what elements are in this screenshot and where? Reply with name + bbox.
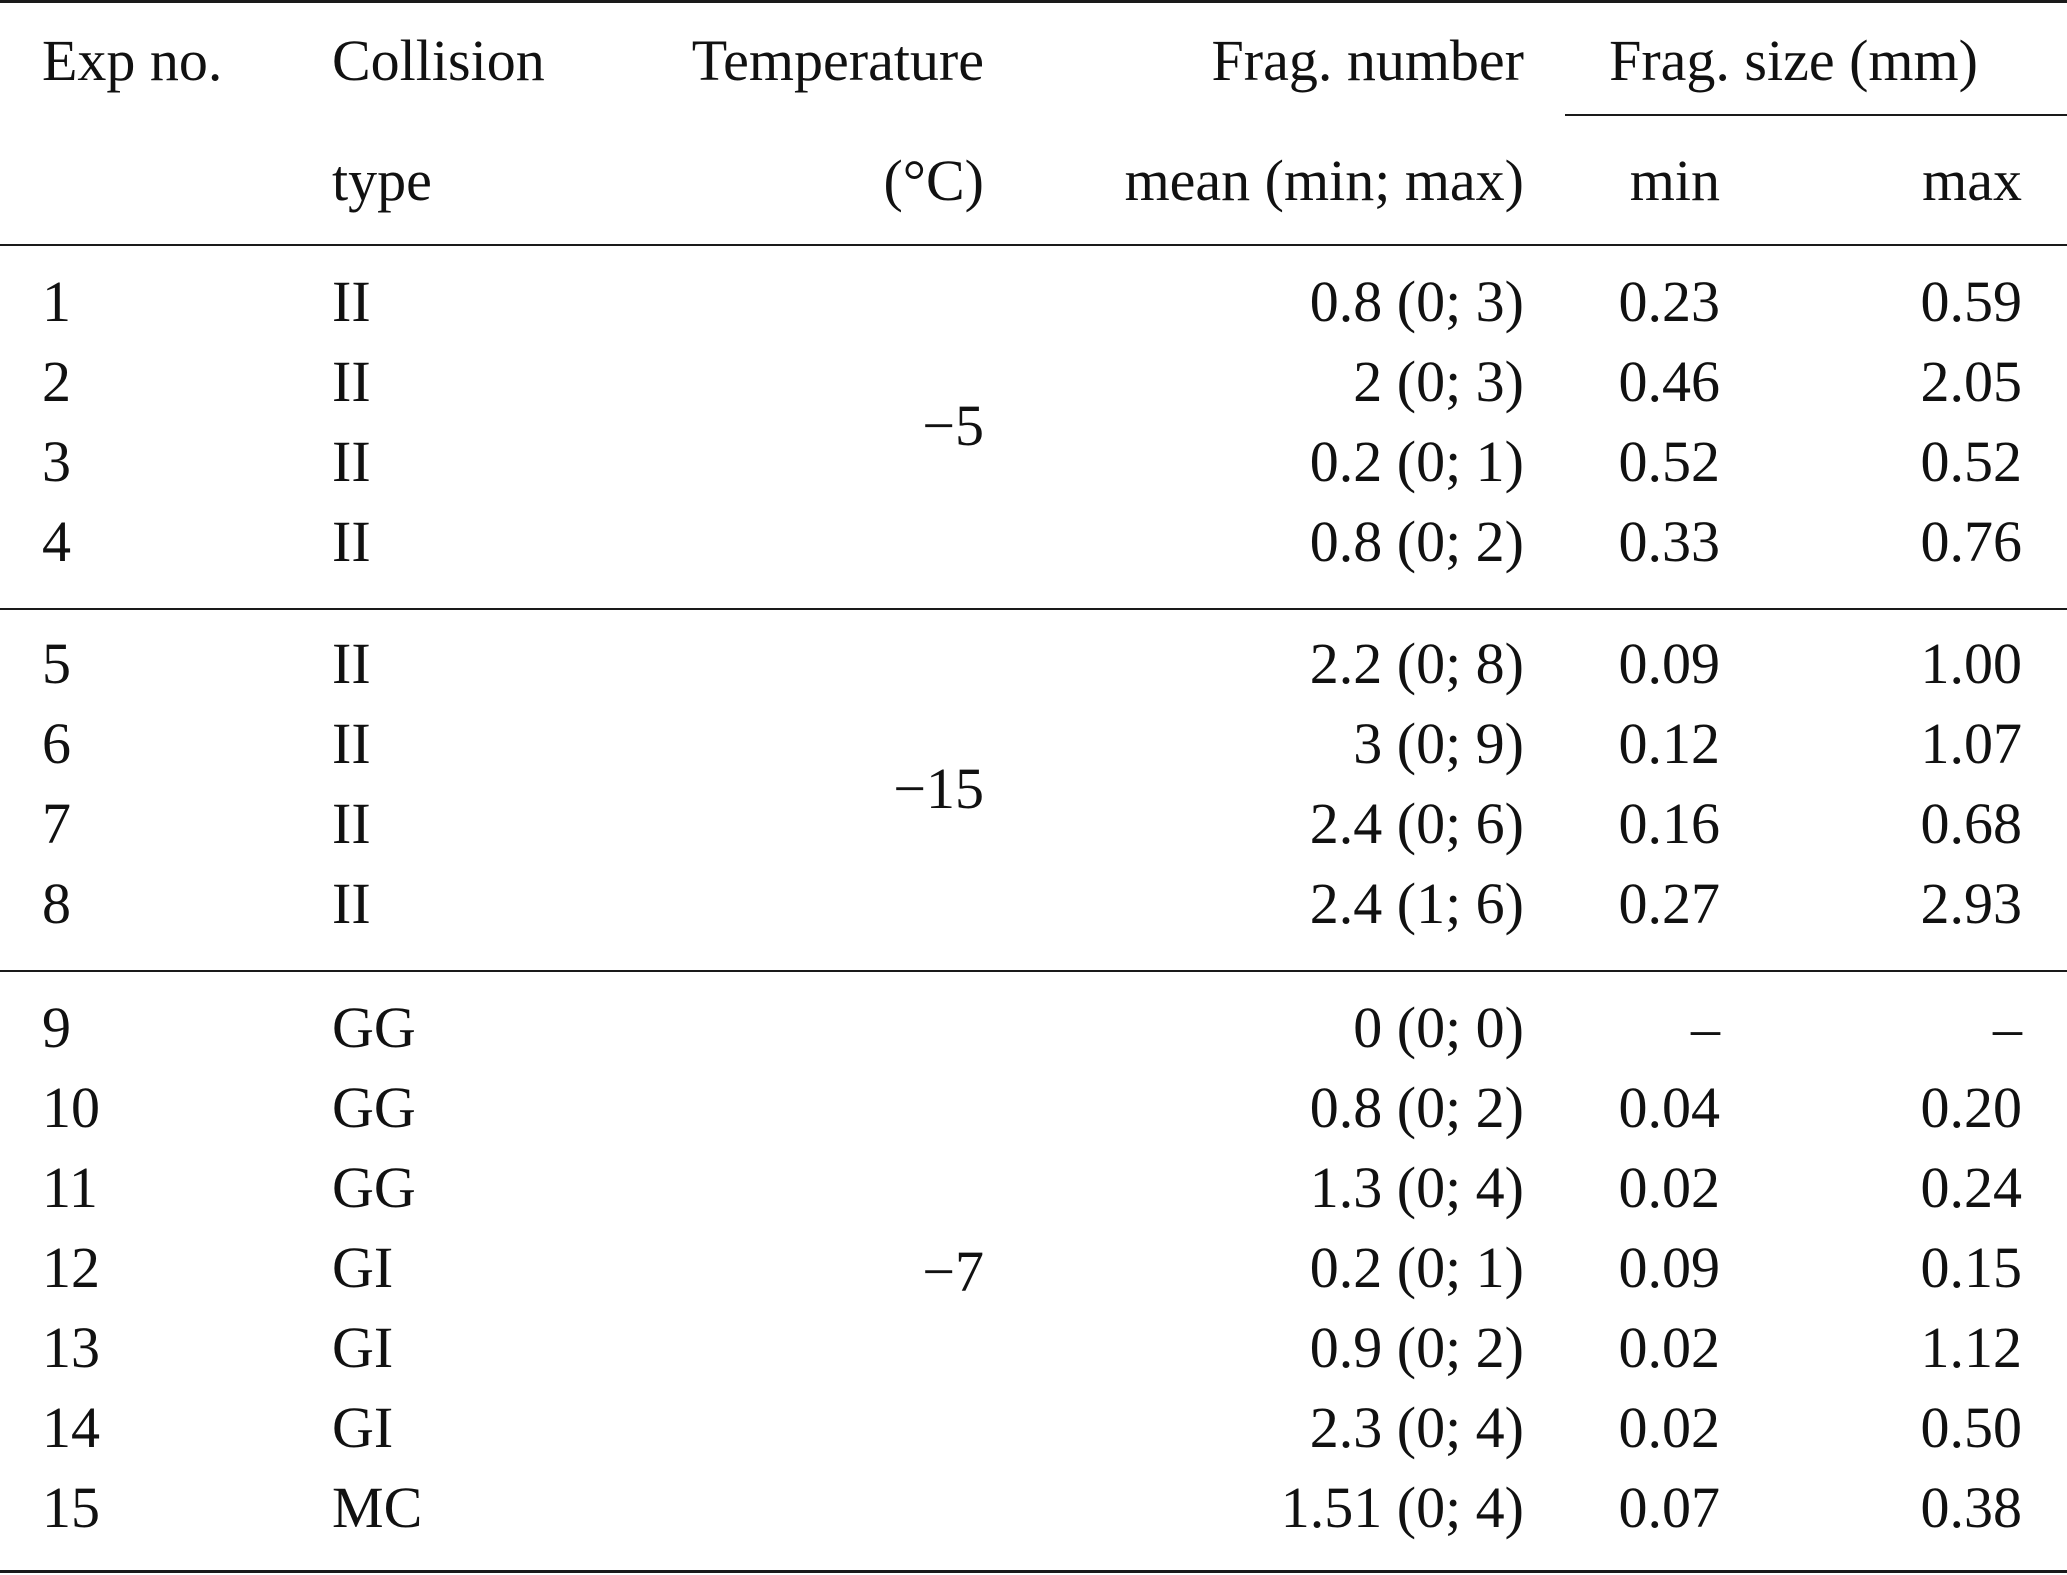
frag-size-max-cell: 1.00 bbox=[1920, 631, 2022, 696]
exp-number-cell: 8 bbox=[42, 871, 71, 936]
frag-size-min-cell: 0.02 bbox=[1618, 1155, 1720, 1220]
frag-size-min-cell: 0.16 bbox=[1618, 791, 1720, 856]
frag-number-cell: 0.9 (0; 2) bbox=[1309, 1315, 1524, 1380]
exp-number-cell: 3 bbox=[42, 429, 71, 494]
header-temperature-unit: (°C) bbox=[883, 148, 984, 213]
collision-type-cell: II bbox=[332, 791, 371, 856]
bottom-rule bbox=[0, 1570, 2067, 1573]
exp-number-cell: 13 bbox=[42, 1315, 100, 1380]
frag-number-cell: 0.8 (0; 3) bbox=[1309, 269, 1524, 334]
header-max: max bbox=[1922, 148, 2022, 213]
frag-number-cell: 2.3 (0; 4) bbox=[1309, 1395, 1524, 1460]
frag-size-max-cell: 0.24 bbox=[1920, 1155, 2022, 1220]
collision-type-cell: GG bbox=[332, 1155, 416, 1220]
exp-number-cell: 11 bbox=[42, 1155, 98, 1220]
frag-size-max-cell: – bbox=[1993, 995, 2022, 1060]
collision-type-cell: GG bbox=[332, 1075, 416, 1140]
header-collision: Collision bbox=[332, 28, 545, 93]
frag-number-cell: 0 (0; 0) bbox=[1353, 995, 1524, 1060]
exp-number-cell: 10 bbox=[42, 1075, 100, 1140]
frag-number-cell: 0.8 (0; 2) bbox=[1309, 1075, 1524, 1140]
frag-size-max-cell: 0.59 bbox=[1920, 269, 2022, 334]
frag-number-cell: 3 (0; 9) bbox=[1353, 711, 1524, 776]
frag-size-min-cell: 0.33 bbox=[1618, 509, 1720, 574]
header-temperature: Temperature bbox=[691, 28, 984, 93]
frag-number-cell: 2 (0; 3) bbox=[1353, 349, 1524, 414]
frag-size-max-cell: 0.50 bbox=[1920, 1395, 2022, 1460]
collision-type-cell: II bbox=[332, 269, 371, 334]
header-min: min bbox=[1629, 148, 1720, 213]
frag-size-max-cell: 1.12 bbox=[1920, 1315, 2022, 1380]
group-divider bbox=[0, 608, 2067, 610]
frag-number-cell: 0.2 (0; 1) bbox=[1309, 429, 1524, 494]
collision-type-cell: II bbox=[332, 711, 371, 776]
frag-number-cell: 1.51 (0; 4) bbox=[1280, 1475, 1524, 1540]
frag-number-cell: 1.3 (0; 4) bbox=[1309, 1155, 1524, 1220]
header-exp-no: Exp no. bbox=[42, 28, 223, 93]
frag-size-min-cell: 0.12 bbox=[1618, 711, 1720, 776]
frag-size-min-cell: 0.07 bbox=[1618, 1475, 1720, 1540]
frag-number-cell: 0.8 (0; 2) bbox=[1309, 509, 1524, 574]
frag-size-max-cell: 2.05 bbox=[1920, 349, 2022, 414]
frag-size-min-cell: 0.02 bbox=[1618, 1315, 1720, 1380]
group-temperature: −7 bbox=[922, 1239, 984, 1304]
frag-size-min-cell: – bbox=[1691, 995, 1720, 1060]
exp-number-cell: 12 bbox=[42, 1235, 100, 1300]
frag-size-min-cell: 0.02 bbox=[1618, 1395, 1720, 1460]
header-rule bbox=[0, 244, 2067, 246]
frag-size-max-cell: 0.68 bbox=[1920, 791, 2022, 856]
frag-size-min-cell: 0.09 bbox=[1618, 1235, 1720, 1300]
header-collision-type: type bbox=[332, 148, 432, 213]
top-rule bbox=[0, 0, 2067, 3]
frag-size-max-cell: 2.93 bbox=[1920, 871, 2022, 936]
collision-type-cell: GG bbox=[332, 995, 416, 1060]
frag-size-min-cell: 0.04 bbox=[1618, 1075, 1720, 1140]
collision-type-cell: GI bbox=[332, 1395, 394, 1460]
frag-size-min-cell: 0.52 bbox=[1618, 429, 1720, 494]
collision-type-cell: II bbox=[332, 349, 371, 414]
frag-size-min-cell: 0.23 bbox=[1618, 269, 1720, 334]
frag-size-max-cell: 1.07 bbox=[1920, 711, 2022, 776]
frag-size-min-cell: 0.46 bbox=[1618, 349, 1720, 414]
group-temperature: −15 bbox=[893, 756, 984, 821]
exp-number-cell: 9 bbox=[42, 995, 71, 1060]
exp-number-cell: 5 bbox=[42, 631, 71, 696]
frag-size-max-cell: 0.20 bbox=[1920, 1075, 2022, 1140]
exp-number-cell: 1 bbox=[42, 269, 71, 334]
collision-type-cell: II bbox=[332, 871, 371, 936]
frag-size-max-cell: 0.76 bbox=[1920, 509, 2022, 574]
exp-number-cell: 4 bbox=[42, 509, 71, 574]
collision-type-cell: II bbox=[332, 429, 371, 494]
exp-number-cell: 2 bbox=[42, 349, 71, 414]
exp-number-cell: 15 bbox=[42, 1475, 100, 1540]
frag-number-cell: 2.4 (1; 6) bbox=[1309, 871, 1524, 936]
frag-size-min-cell: 0.09 bbox=[1618, 631, 1720, 696]
collision-type-cell: II bbox=[332, 631, 371, 696]
exp-number-cell: 14 bbox=[42, 1395, 100, 1460]
frag-number-cell: 0.2 (0; 1) bbox=[1309, 1235, 1524, 1300]
exp-number-cell: 7 bbox=[42, 791, 71, 856]
exp-number-cell: 6 bbox=[42, 711, 71, 776]
group-temperature: −5 bbox=[922, 393, 984, 458]
frag-number-cell: 2.2 (0; 8) bbox=[1309, 631, 1524, 696]
header-frag-mean: mean (min; max) bbox=[1124, 148, 1524, 213]
frag-size-underline bbox=[1565, 114, 2067, 116]
collision-type-cell: GI bbox=[332, 1235, 394, 1300]
header-frag-size: Frag. size (mm) bbox=[1609, 28, 1978, 93]
collision-type-cell: GI bbox=[332, 1315, 394, 1380]
frag-number-cell: 2.4 (0; 6) bbox=[1309, 791, 1524, 856]
collision-type-cell: II bbox=[332, 509, 371, 574]
collision-type-cell: MC bbox=[332, 1475, 423, 1540]
header-frag-number: Frag. number bbox=[1211, 28, 1524, 93]
frag-size-max-cell: 0.15 bbox=[1920, 1235, 2022, 1300]
frag-size-min-cell: 0.27 bbox=[1618, 871, 1720, 936]
group-divider bbox=[0, 970, 2067, 972]
frag-size-max-cell: 0.52 bbox=[1920, 429, 2022, 494]
frag-size-max-cell: 0.38 bbox=[1920, 1475, 2022, 1540]
